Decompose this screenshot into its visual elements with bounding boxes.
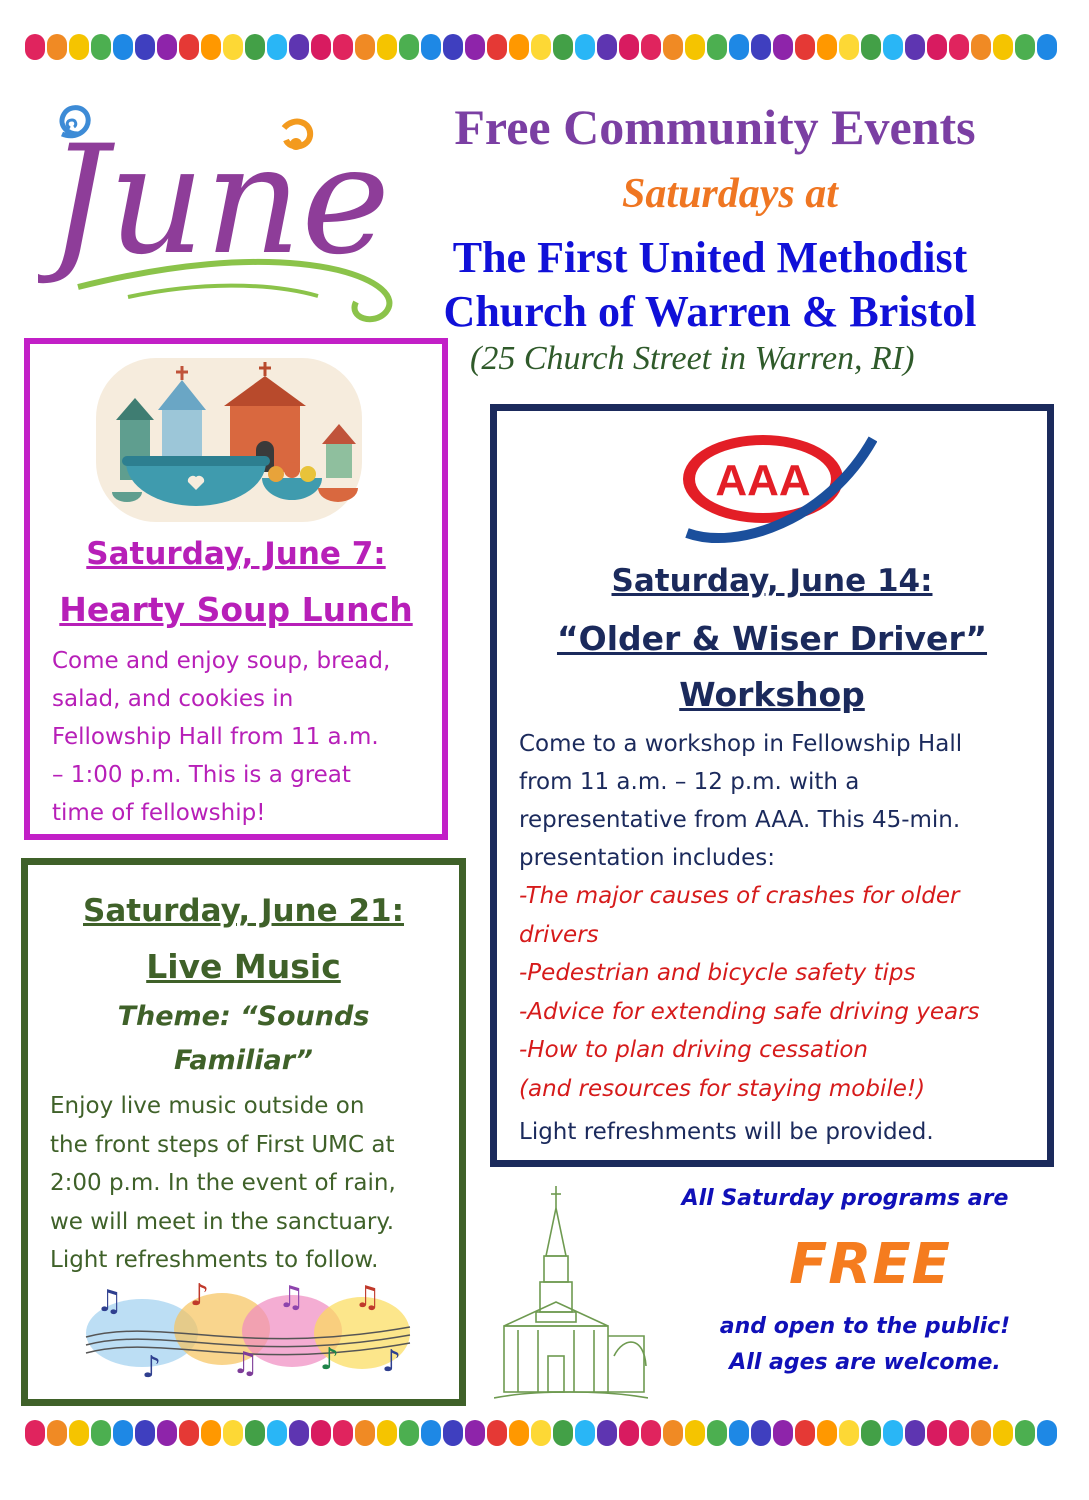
border-scallop — [91, 34, 111, 60]
soup-body-line: salad, and cookies in — [52, 686, 294, 712]
music-body-line: we will meet in the sanctuary. — [50, 1208, 395, 1235]
svg-text:♪: ♪ — [382, 1344, 402, 1379]
free-notice-line1: All Saturday programs are — [681, 1186, 1009, 1211]
border-scallop — [971, 34, 991, 60]
aaa-topic-item: -Pedestrian and bicycle safety tips — [519, 960, 916, 986]
aaa-topic-item: -How to plan driving cessation — [519, 1037, 869, 1063]
aaa-logo-text: AAA — [715, 456, 811, 505]
border-scallop — [707, 34, 727, 60]
music-theme-line1: Theme: “Sounds — [117, 1001, 370, 1032]
church-name-line1: The First United Methodist — [452, 233, 968, 282]
music-notes-illustration — [82, 1277, 414, 1387]
border-scallop — [25, 34, 45, 60]
live-music-event-box — [21, 858, 466, 1406]
border-scallop — [289, 34, 309, 60]
border-scallop — [157, 34, 177, 60]
page-subtitle: Saturdays at — [622, 171, 838, 217]
aaa-body-line: representative from AAA. This 45-min. — [519, 807, 961, 833]
border-scallop — [443, 1420, 463, 1446]
border-scallop — [223, 34, 243, 60]
border-scallop — [971, 1420, 991, 1446]
free-notice-word: FREE — [789, 1232, 951, 1297]
border-scallop — [179, 34, 199, 60]
border-scallop — [333, 34, 353, 60]
aaa-topic-item: (and resources for staying mobile!) — [519, 1075, 926, 1102]
border-scallop — [839, 34, 859, 60]
border-scallop — [377, 1420, 397, 1446]
border-scallop — [729, 34, 749, 60]
music-body-line: 2:00 p.m. In the event of rain, — [50, 1170, 396, 1196]
free-notice-line2: and open to the public! — [719, 1314, 1011, 1339]
border-scallop — [47, 34, 67, 60]
border-scallop — [311, 34, 331, 60]
border-scallop — [509, 34, 529, 60]
border-scallop — [333, 1420, 353, 1446]
border-scallop — [1015, 34, 1035, 60]
border-scallop — [135, 34, 155, 60]
border-scallop — [773, 1420, 793, 1446]
aaa-refreshments-note: Light refreshments will be provided. — [519, 1119, 934, 1145]
june-logo-text: June — [48, 114, 391, 288]
aaa-topic-item: drivers — [519, 921, 599, 948]
border-scallop — [685, 34, 705, 60]
border-scallop — [289, 1420, 309, 1446]
border-scallop — [201, 1420, 221, 1446]
border-scallop — [597, 1420, 617, 1446]
border-scallop — [839, 1420, 859, 1446]
church-name-line2: Church of Warren & Bristol — [443, 287, 977, 336]
border-scallop — [311, 1420, 331, 1446]
border-scallop — [795, 34, 815, 60]
border-scallop — [69, 34, 89, 60]
border-scallop — [861, 1420, 881, 1446]
border-scallop — [267, 34, 287, 60]
border-scallop — [553, 1420, 573, 1446]
border-scallop — [817, 34, 837, 60]
svg-text:♪: ♪ — [320, 1342, 340, 1377]
border-scallop — [641, 34, 661, 60]
border-scallop — [25, 1420, 45, 1446]
border-scallop — [575, 34, 595, 60]
border-scallop — [267, 1420, 287, 1446]
border-scallop — [1037, 34, 1057, 60]
border-scallop — [751, 1420, 771, 1446]
music-body-line: the front steps of First UMC at — [50, 1131, 395, 1158]
border-scallop — [421, 1420, 441, 1446]
soup-body-line: Come and enjoy soup, bread, — [52, 648, 391, 674]
border-scallop — [531, 1420, 551, 1446]
border-scallop — [553, 34, 573, 60]
border-scallop — [663, 34, 683, 60]
border-scallop — [663, 1420, 683, 1446]
music-theme-line2: Familiar” — [174, 1045, 313, 1076]
soup-body-line: Fellowship Hall from 11 a.m. — [52, 724, 379, 750]
border-scallop — [993, 34, 1013, 60]
border-scallop — [619, 34, 639, 60]
aaa-logo — [677, 431, 877, 547]
border-scallop — [883, 34, 903, 60]
aaa-body-line: from 11 a.m. – 12 p.m. with a — [519, 769, 860, 795]
soup-lunch-event-box — [24, 338, 448, 840]
aaa-event-name-line2: Workshop — [679, 675, 865, 714]
border-scallop — [641, 1420, 661, 1446]
border-scallop — [245, 1420, 265, 1446]
border-scallop — [91, 1420, 111, 1446]
border-scallop — [113, 1420, 133, 1446]
aaa-workshop-event-box — [490, 404, 1054, 1167]
border-scallop — [949, 34, 969, 60]
border-scallop — [245, 34, 265, 60]
soup-body-line: time of fellowship! — [52, 800, 266, 826]
border-scallop — [69, 1420, 89, 1446]
border-scallop — [905, 1420, 925, 1446]
border-scallop — [773, 34, 793, 60]
border-scallop — [861, 34, 881, 60]
border-scallop — [377, 34, 397, 60]
border-scallop — [795, 1420, 815, 1446]
border-scallop — [597, 34, 617, 60]
church-building-sketch — [494, 1186, 648, 1404]
border-scallop — [487, 34, 507, 60]
border-scallop — [465, 34, 485, 60]
border-scallop — [355, 34, 375, 60]
border-scallop — [1015, 1420, 1035, 1446]
svg-text:♪: ♪ — [142, 1350, 162, 1385]
border-scallop — [47, 1420, 67, 1446]
border-scallop — [993, 1420, 1013, 1446]
music-event-date: Saturday, June 21: — [83, 893, 404, 929]
aaa-event-name-line1: “Older & Wiser Driver” — [556, 619, 988, 658]
border-scallop — [179, 1420, 199, 1446]
border-scallop — [949, 1420, 969, 1446]
border-scallop — [443, 34, 463, 60]
svg-text:♪: ♪ — [190, 1278, 210, 1313]
border-scallop — [113, 34, 133, 60]
border-scallop — [157, 1420, 177, 1446]
border-scallop — [201, 34, 221, 60]
june-logo — [38, 82, 418, 332]
svg-text:♫: ♫ — [96, 1284, 123, 1319]
border-scallop — [223, 1420, 243, 1446]
border-scallop — [707, 1420, 727, 1446]
aaa-topic-item: -The major causes of crashes for older — [519, 883, 960, 909]
soup-event-date: Saturday, June 7: — [86, 536, 386, 572]
border-scallop — [751, 34, 771, 60]
soup-event-name: Hearty Soup Lunch — [59, 590, 413, 629]
music-event-name: Live Music — [146, 947, 341, 986]
soup-event-description — [52, 642, 390, 832]
border-scallop — [399, 1420, 419, 1446]
page-title: Free Community Events — [454, 99, 976, 155]
border-scallop — [883, 1420, 903, 1446]
svg-text:♫: ♫ — [354, 1280, 381, 1315]
border-scallop — [1037, 1420, 1057, 1446]
border-scallop — [685, 1420, 705, 1446]
border-scallop — [729, 1420, 749, 1446]
border-scallop — [355, 1420, 375, 1446]
border-scallop — [399, 34, 419, 60]
aaa-body-line: Come to a workshop in Fellowship Hall — [519, 731, 963, 757]
svg-text:♫: ♫ — [232, 1346, 259, 1381]
church-address: (25 Church Street in Warren, RI) — [470, 340, 915, 377]
music-body-line: Enjoy live music outside on — [50, 1093, 365, 1119]
border-scallop — [927, 1420, 947, 1446]
music-event-description — [50, 1087, 396, 1280]
border-scallop — [575, 1420, 595, 1446]
border-scallop — [421, 34, 441, 60]
music-body-line: Light refreshments to follow. — [50, 1247, 379, 1273]
aaa-topic-item: -Advice for extending safe driving years — [519, 998, 980, 1025]
border-scallop — [817, 1420, 837, 1446]
border-scallop — [135, 1420, 155, 1446]
soup-village-illustration — [96, 358, 362, 522]
svg-text:♫: ♫ — [278, 1280, 305, 1315]
aaa-event-date: Saturday, June 14: — [611, 563, 933, 599]
border-scallop — [487, 1420, 507, 1446]
border-scallop — [927, 34, 947, 60]
free-notice-line3: All ages are welcome. — [729, 1350, 1001, 1375]
aaa-event-description — [519, 725, 962, 877]
border-scallop — [509, 1420, 529, 1446]
aaa-body-line: presentation includes: — [519, 845, 775, 871]
border-scallop — [619, 1420, 639, 1446]
top-rainbow-border — [24, 32, 1066, 62]
soup-body-line: – 1:00 p.m. This is a great — [52, 762, 351, 788]
aaa-topic-list — [519, 877, 980, 1108]
border-scallop — [465, 1420, 485, 1446]
border-scallop — [905, 34, 925, 60]
bottom-rainbow-border — [24, 1418, 1066, 1448]
border-scallop — [531, 34, 551, 60]
